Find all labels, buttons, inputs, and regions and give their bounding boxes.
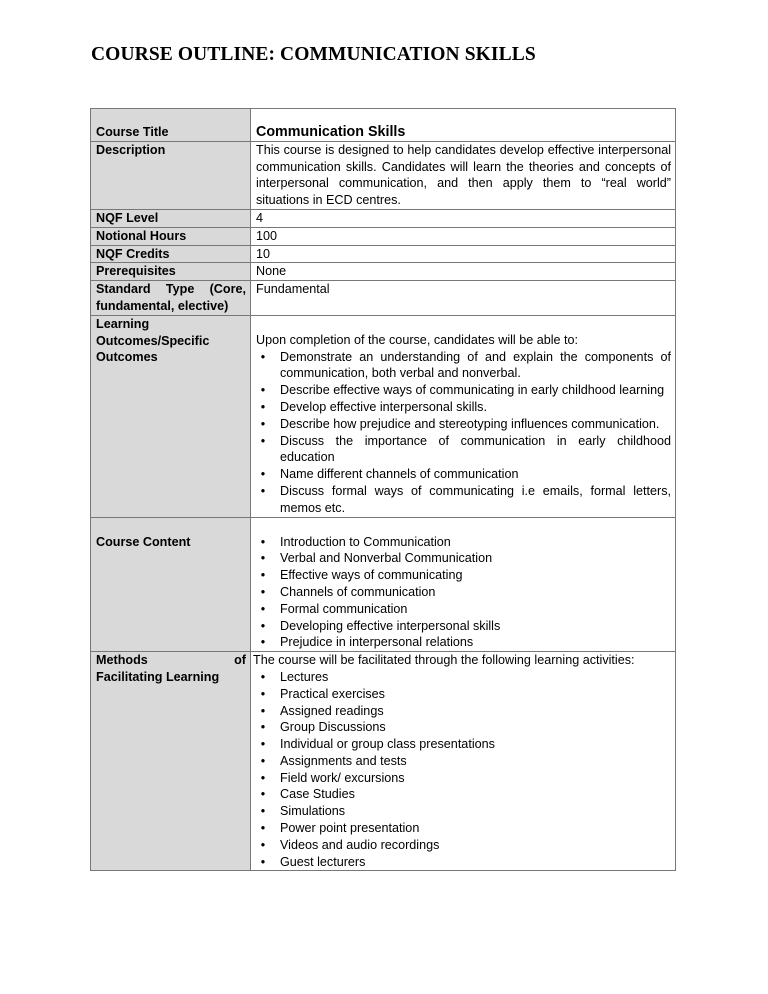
bullet-icon: • bbox=[260, 753, 266, 768]
course-title-value: Communication Skills bbox=[251, 109, 676, 142]
bullet-icon: • bbox=[260, 416, 266, 431]
course-title-label: Course Title bbox=[91, 109, 251, 142]
bullet-icon: • bbox=[260, 737, 266, 752]
table-row bbox=[91, 517, 676, 652]
learning-outcomes-label: Learning Outcomes/Specific Outcomes bbox=[91, 315, 251, 517]
list-item: • Effective ways of communicating bbox=[256, 567, 671, 584]
bullet-icon: • bbox=[260, 601, 266, 616]
list-item: • Lectures bbox=[256, 669, 671, 686]
bullet-icon: • bbox=[260, 483, 266, 498]
bullet-icon: • bbox=[260, 787, 266, 802]
list-item: • Guest lecturers bbox=[256, 854, 671, 871]
course-content-label: Course Content bbox=[91, 517, 251, 652]
table-row bbox=[91, 141, 676, 209]
course-content-value bbox=[251, 517, 676, 652]
standard-type-value: Fundamental bbox=[251, 281, 676, 316]
list-item: • Develop effective interpersonal skills. bbox=[256, 399, 671, 416]
bullet-icon: • bbox=[260, 669, 266, 684]
list-item: • Group Discussions bbox=[256, 719, 671, 736]
list-item: • Videos and audio recordings bbox=[256, 837, 671, 854]
nqf-level-label: NQF Level bbox=[91, 209, 251, 227]
bullet-icon: • bbox=[260, 534, 266, 549]
bullet-icon: • bbox=[260, 854, 266, 869]
bullet-icon: • bbox=[260, 635, 266, 650]
prerequisites-value: None bbox=[251, 263, 676, 281]
list-item: • Assigned readings bbox=[256, 703, 671, 720]
list-item: • Introduction to Communication bbox=[256, 534, 671, 551]
list-item: • Practical exercises bbox=[256, 686, 671, 703]
table-row bbox=[91, 263, 676, 281]
list-item: • Channels of communication bbox=[256, 584, 671, 601]
description-value: This course is designed to help candidates develop effective interpersonal communication skills. Candidates will learn the theories and concepts of interpersonal communication, and then apply them to “real world” situations in ECD centres. bbox=[251, 141, 676, 209]
bullet-icon: • bbox=[260, 686, 266, 701]
bullet-icon: • bbox=[260, 703, 266, 718]
notional-hours-value: 100 bbox=[251, 227, 676, 245]
list-item: • Demonstrate an understanding of and explain the components of communication, both verbal and nonverbal. bbox=[256, 349, 671, 383]
table-row bbox=[91, 109, 676, 142]
prerequisites-label: Prerequisites bbox=[91, 263, 251, 281]
learning-outcomes-value bbox=[251, 315, 676, 517]
table-row bbox=[91, 227, 676, 245]
bullet-icon: • bbox=[260, 584, 266, 599]
standard-type-label: Standard Type (Core, fundamental, elective) bbox=[91, 281, 251, 316]
table-row bbox=[91, 281, 676, 316]
list-item: • Power point presentation bbox=[256, 820, 671, 837]
list-item: • Simulations bbox=[256, 803, 671, 820]
bullet-icon: • bbox=[260, 467, 266, 482]
nqf-credits-value: 10 bbox=[251, 245, 676, 263]
course-outline-table bbox=[90, 108, 676, 871]
bullet-icon: • bbox=[260, 399, 266, 414]
table-row bbox=[91, 245, 676, 263]
list-item: • Discuss formal ways of communicating i.e emails, formal letters, memos etc. bbox=[256, 483, 671, 517]
bullet-icon: • bbox=[260, 804, 266, 819]
list-item: • Formal communication bbox=[256, 601, 671, 618]
table-row bbox=[91, 209, 676, 227]
methods-list bbox=[256, 669, 671, 871]
learning-outcomes-list bbox=[256, 349, 671, 517]
methods-label: Methods of Facilitating Learning bbox=[91, 652, 251, 871]
list-item: • Describe how prejudice and stereotyping influences communication. bbox=[256, 416, 671, 433]
nqf-level-value: 4 bbox=[251, 209, 676, 227]
page-title: COURSE OUTLINE: COMMUNICATION SKILLS bbox=[91, 44, 536, 65]
list-item: • Discuss the importance of communication in early childhood education bbox=[256, 433, 671, 467]
methods-intro: The course will be facilitated through the following learning activities: bbox=[253, 653, 635, 668]
bullet-icon: • bbox=[260, 551, 266, 566]
list-item: • Verbal and Nonverbal Communication bbox=[256, 550, 671, 567]
table-row bbox=[91, 652, 676, 871]
list-item: • Assignments and tests bbox=[256, 753, 671, 770]
list-item: • Developing effective interpersonal skills bbox=[256, 618, 671, 635]
bullet-icon: • bbox=[260, 770, 266, 785]
bullet-icon: • bbox=[260, 433, 266, 448]
list-item: • Name different channels of communication bbox=[256, 466, 671, 483]
bullet-icon: • bbox=[260, 720, 266, 735]
list-item: • Describe effective ways of communicating in early childhood learning bbox=[256, 382, 671, 399]
bullet-icon: • bbox=[260, 821, 266, 836]
course-content-list bbox=[256, 534, 671, 652]
list-item: • Prejudice in interpersonal relations bbox=[256, 634, 671, 651]
list-item: • Case Studies bbox=[256, 786, 671, 803]
description-label: Description bbox=[91, 141, 251, 209]
bullet-icon: • bbox=[260, 568, 266, 583]
nqf-credits-label: NQF Credits bbox=[91, 245, 251, 263]
bullet-icon: • bbox=[260, 618, 266, 633]
learning-outcomes-intro: Upon completion of the course, candidates will be able to: bbox=[256, 332, 579, 347]
bullet-icon: • bbox=[260, 349, 266, 364]
list-item: • Individual or group class presentations bbox=[256, 736, 671, 753]
bullet-icon: • bbox=[260, 383, 266, 398]
table-row bbox=[91, 315, 676, 517]
bullet-icon: • bbox=[260, 837, 266, 852]
list-item: • Field work/ excursions bbox=[256, 770, 671, 787]
methods-value bbox=[251, 652, 676, 871]
notional-hours-label: Notional Hours bbox=[91, 227, 251, 245]
